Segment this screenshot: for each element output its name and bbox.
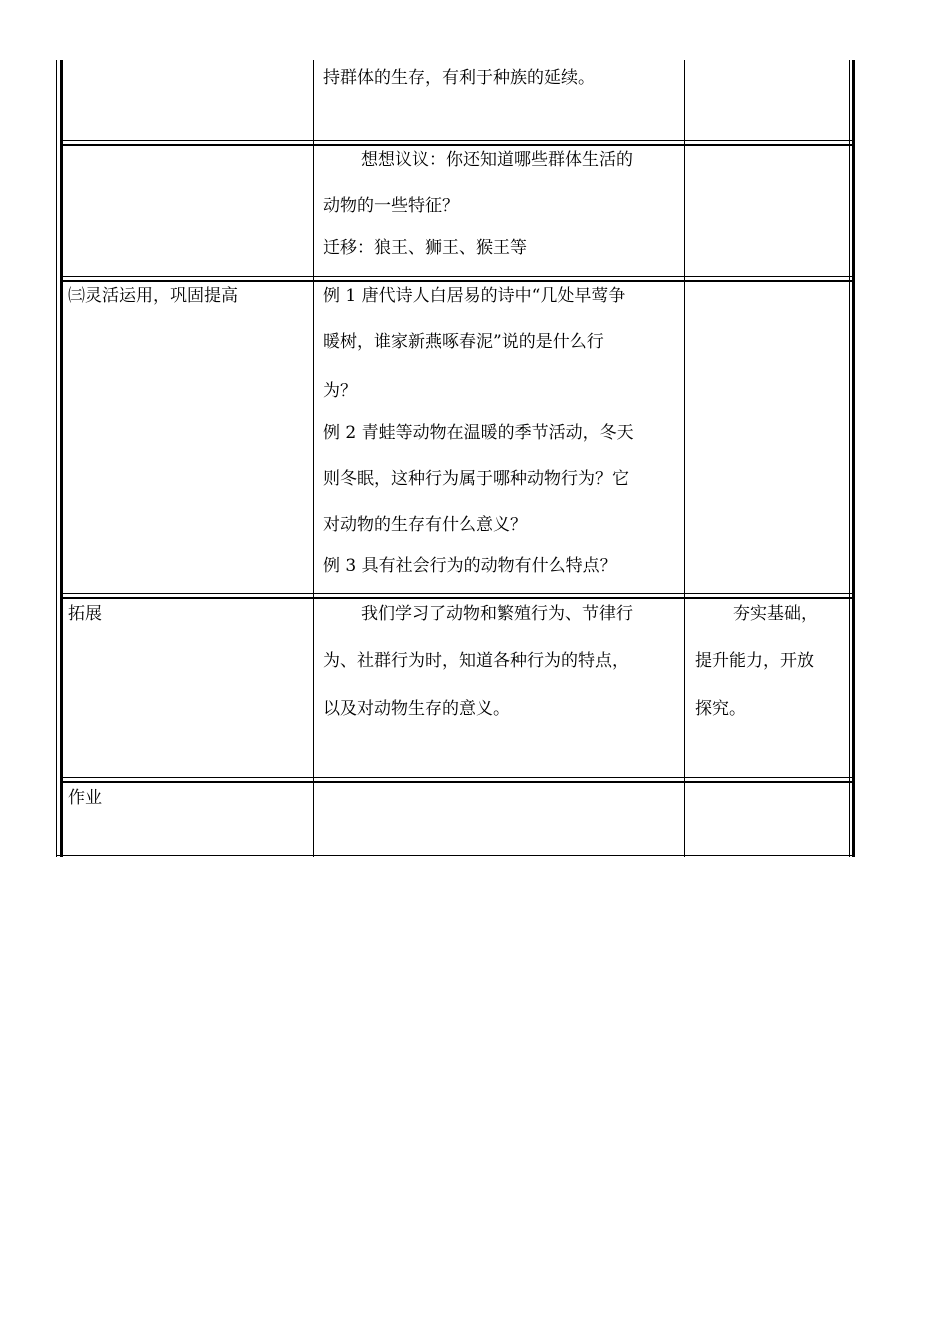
row-divider-1b bbox=[60, 144, 855, 146]
row4-col1-line1: 拓展 bbox=[68, 604, 102, 624]
table-border-right-outer bbox=[852, 60, 855, 857]
row4-col3-line3: 探究。 bbox=[695, 699, 746, 719]
row4-col2-line2: 为、社群行为时，知道各种行为的特点， bbox=[323, 651, 629, 671]
table-border-left-inner bbox=[60, 60, 63, 857]
row3-col2-line1: 例 1 唐代诗人白居易的诗中“几处早莺争 bbox=[323, 286, 626, 306]
column-divider-2 bbox=[684, 60, 685, 857]
row3-col2-line2: 暖树，谁家新燕啄春泥”说的是什么行 bbox=[323, 332, 604, 352]
row3-col2-line5: 则冬眠，这种行为属于哪种动物行为？它 bbox=[323, 469, 629, 489]
row2-col2-line3: 迁移：狼王、狮王、猴王等 bbox=[323, 238, 527, 258]
row4-col3-line1: 夯实基础， bbox=[733, 604, 818, 624]
table-border-left-outer bbox=[56, 60, 57, 857]
row3-col2-line6: 对动物的生存有什么意义？ bbox=[323, 515, 527, 535]
row1-col2-line1: 持群体的生存，有利于种族的延续。 bbox=[323, 68, 595, 88]
row2-col2-line2: 动物的一些特征？ bbox=[323, 196, 459, 216]
row-divider-4a bbox=[60, 777, 855, 778]
row-divider-2b bbox=[60, 280, 855, 282]
column-divider-1 bbox=[313, 60, 314, 857]
table-border-right-inner bbox=[849, 60, 850, 857]
row3-col2-line3: 为？ bbox=[323, 381, 357, 401]
row-divider-2a bbox=[60, 276, 855, 277]
row-divider-1a bbox=[60, 140, 855, 141]
row4-col2-line3: 以及对动物生存的意义。 bbox=[323, 699, 510, 719]
row3-col1-line1: ㈢灵活运用，巩固提高 bbox=[68, 286, 238, 306]
row-divider-3a bbox=[60, 593, 855, 594]
row3-col2-line4: 例 2 青蛙等动物在温暖的季节活动，冬天 bbox=[323, 423, 634, 443]
row5-col1-line1: 作业 bbox=[68, 788, 102, 808]
row3-col2-line7: 例 3 具有社会行为的动物有什么特点？ bbox=[323, 556, 617, 576]
row4-col2-line1: 我们学习了动物和繁殖行为、节律行 bbox=[361, 604, 633, 624]
row2-col2-line1: 想想议议：你还知道哪些群体生活的 bbox=[361, 150, 633, 170]
table-border-bottom bbox=[56, 855, 855, 856]
row-divider-3b bbox=[60, 597, 855, 599]
row-divider-4b bbox=[60, 781, 855, 783]
row4-col3-line2: 提升能力，开放 bbox=[695, 651, 814, 671]
